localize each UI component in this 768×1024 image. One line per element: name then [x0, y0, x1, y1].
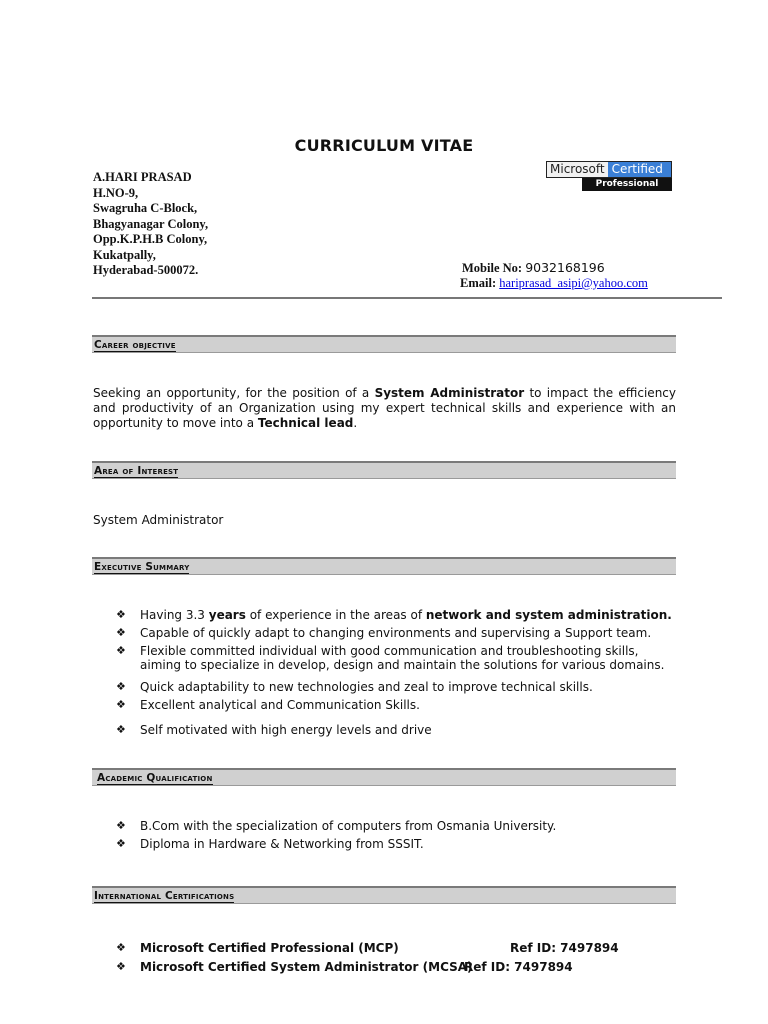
logo-top [546, 161, 672, 178]
area-of-interest-value: System Administrator [93, 513, 224, 527]
diamond-bullet-icon: ❖ [116, 680, 126, 693]
certifications-list [116, 941, 619, 979]
address-line: Swagruha C-Block, [93, 201, 198, 215]
section-header-academic [92, 768, 676, 786]
email-label: Email: [460, 276, 497, 290]
address-line: A.HARI PRASAD [93, 170, 192, 184]
section-title: Career objective [94, 339, 176, 351]
diamond-bullet-icon: ❖ [116, 626, 126, 639]
address-line: Bhagyanagar Colony, [93, 216, 209, 231]
address-line: Kukatpally, [93, 247, 156, 262]
diamond-bullet-icon: ❖ [116, 960, 126, 973]
list-item: ❖ Flexible committed individual with good communication and troubleshooting skills, aiming to specialize in develop, design and maintain the solutions for various domains. [116, 644, 665, 672]
logo-word-professional: Professional [582, 178, 672, 191]
email-link[interactable]: hariprasad_asipi@yahoo.com [499, 276, 648, 290]
section-header-interest [92, 461, 676, 479]
diamond-bullet-icon: ❖ [116, 644, 126, 657]
address-block [93, 170, 208, 279]
address-line: Hyderabad-500072. [93, 263, 199, 277]
header-divider [92, 297, 722, 299]
cert-ref-id: Ref ID: 7497894 [510, 941, 619, 955]
logo-word-certified: Certified [608, 162, 671, 177]
list-item: ❖ Self motivated with high energy levels and drive [116, 723, 432, 737]
mobile-label: Mobile No: [462, 261, 523, 275]
section-title: Academic Qualification [97, 772, 213, 784]
diamond-bullet-icon: ❖ [116, 608, 126, 621]
section-header-certifications [92, 886, 676, 904]
list-item: ❖ Microsoft Certified Professional (MCP) Ref ID: 7497894 [116, 941, 619, 955]
page-title: CURRICULUM VITAE [294, 136, 474, 155]
list-item: ❖ Quick adaptability to new technologies and zeal to improve technical skills. [116, 680, 593, 694]
logo-word-microsoft: Microsoft [547, 162, 608, 177]
microsoft-certified-logo [546, 161, 672, 192]
diamond-bullet-icon: ❖ [116, 698, 126, 711]
list-item: ❖ Microsoft Certified System Administrator (MCSA) Ref ID: 7497894 [116, 960, 573, 974]
list-item: ❖ Capable of quickly adapt to changing environments and supervising a Support team. [116, 626, 652, 640]
section-header-summary [92, 557, 676, 575]
address-line: H.NO-9, [93, 185, 139, 200]
executive-summary-list [116, 608, 672, 741]
diamond-bullet-icon: ❖ [116, 819, 126, 832]
section-title: Executive Summary [94, 561, 190, 573]
list-item: ❖ Having 3.3 years of experience in the areas of network and system administration. [116, 608, 672, 622]
address-line: Opp.K.P.H.B Colony, [93, 232, 208, 246]
section-title: International Certifications [94, 890, 235, 902]
mobile-contact [462, 260, 605, 276]
diamond-bullet-icon: ❖ [116, 837, 126, 850]
mobile-value: 9032168196 [525, 260, 605, 275]
section-title: Area of Interest [94, 465, 179, 477]
career-objective-text: Seeking an opportunity, for the position of a System Administrator to impact the efficiency and productivity of an Organization using my expert technical skills and experience with an opportunity to move into a Technical lead. [93, 386, 676, 430]
list-item: ❖ Diploma in Hardware & Networking from SSSIT. [116, 837, 424, 851]
list-item: ❖ B.Com with the specialization of computers from Osmania University. [116, 819, 557, 833]
diamond-bullet-icon: ❖ [116, 941, 126, 954]
section-header-career [92, 335, 676, 353]
cert-ref-id: Ref ID: 7497894 [464, 960, 573, 974]
diamond-bullet-icon: ❖ [116, 723, 126, 736]
academic-list [116, 819, 556, 855]
list-item: ❖ Excellent analytical and Communication Skills. [116, 698, 420, 712]
email-contact [460, 276, 648, 291]
